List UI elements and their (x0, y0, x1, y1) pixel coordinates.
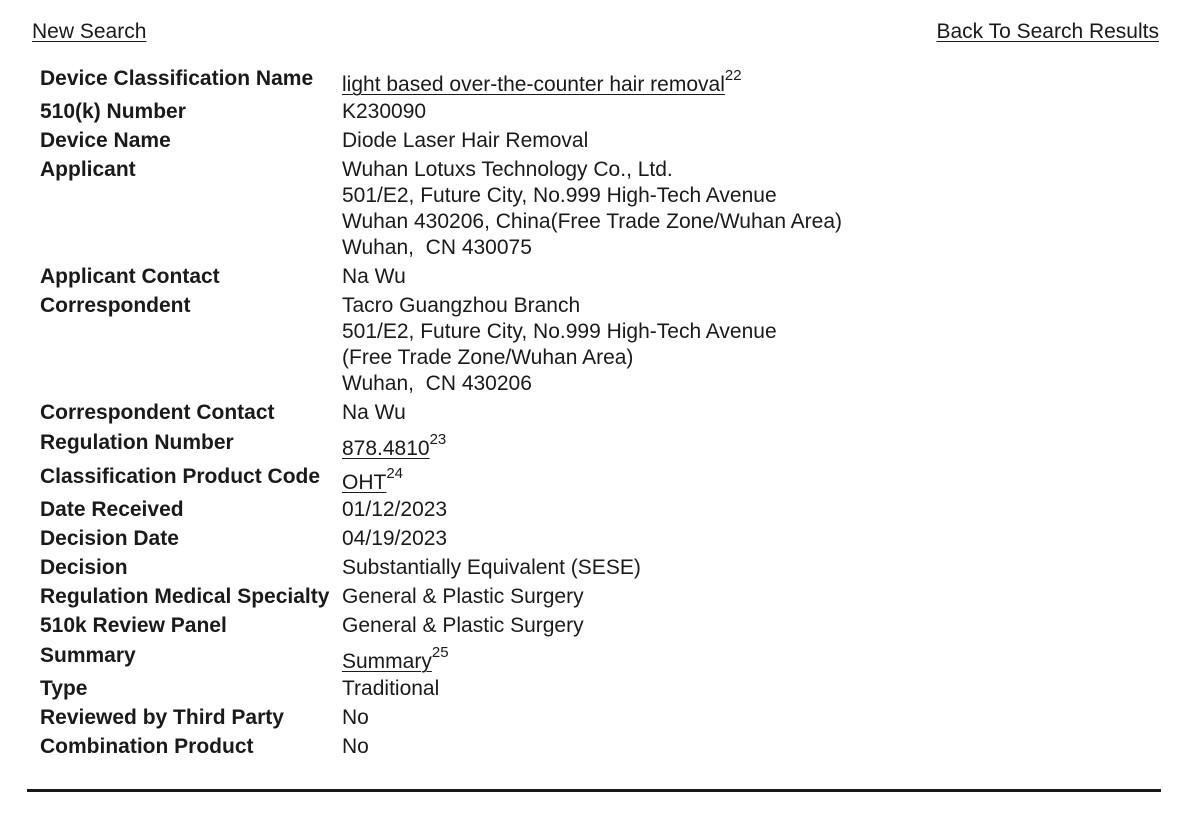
label-classification-product-code: Classification Product Code (40, 465, 321, 488)
row-type (36, 675, 842, 704)
reference-number: 24 (386, 465, 404, 482)
row-classification-product-code (36, 462, 842, 496)
reference-number: 23 (429, 431, 447, 448)
label-type: Type (40, 677, 88, 700)
summary-link[interactable]: Summary (342, 650, 432, 673)
label-device-name: Device Name (40, 129, 171, 152)
label-device-classification-name: Device Classification Name (40, 67, 314, 90)
applicant-line: 501/E2, Future City, No.999 High-Tech Avenue (342, 184, 777, 207)
row-decision-date (36, 525, 842, 554)
row-date-received (36, 496, 842, 525)
value-regulation-medical-specialty: General & Plastic Surgery (342, 585, 584, 608)
row-applicant-contact (36, 263, 842, 292)
label-correspondent-contact: Correspondent Contact (40, 401, 275, 424)
row-510k-number (36, 98, 842, 127)
value-combination-product: No (342, 735, 369, 758)
value-summary (341, 641, 842, 675)
device-classification-name-link[interactable]: light based over-the-counter hair removal (342, 73, 725, 96)
label-decision: Decision (40, 556, 128, 579)
row-combination-product (36, 733, 842, 762)
row-regulation-number (36, 428, 842, 462)
row-decision (36, 554, 842, 583)
value-applicant (341, 156, 842, 263)
reference-number: 25 (431, 644, 449, 661)
back-to-search-results-link[interactable]: Back To Search Results (936, 20, 1159, 43)
value-decision: Substantially Equivalent (SESE) (342, 556, 641, 579)
row-summary (36, 641, 842, 675)
label-correspondent: Correspondent (40, 294, 191, 317)
row-correspondent-contact (36, 399, 842, 428)
label-applicant: Applicant (40, 158, 136, 181)
new-search-link[interactable]: New Search (32, 20, 147, 43)
value-classification-product-code (341, 462, 842, 496)
product-code-link[interactable]: OHT (342, 471, 387, 494)
value-device-name: Diode Laser Hair Removal (342, 129, 589, 152)
label-combination-product: Combination Product (40, 735, 254, 758)
applicant-line: Wuhan 430206, China(Free Trade Zone/Wuhan Area) (342, 210, 843, 233)
reference-number: 22 (724, 67, 742, 84)
row-device-classification-name (36, 64, 842, 98)
label-applicant-contact: Applicant Contact (40, 265, 220, 288)
value-correspondent-contact: Na Wu (342, 401, 406, 424)
row-device-name (36, 127, 842, 156)
row-510k-review-panel (36, 612, 842, 641)
label-reviewed-by-third-party: Reviewed by Third Party (40, 706, 284, 729)
value-510k-review-panel: General & Plastic Surgery (342, 614, 584, 637)
row-reviewed-by-third-party (36, 704, 842, 733)
value-reviewed-by-third-party: No (342, 706, 369, 729)
applicant-line: Wuhan, CN 430075 (342, 236, 532, 259)
applicant-line: Wuhan Lotuxs Technology Co., Ltd. (342, 158, 673, 181)
label-regulation-medical-specialty: Regulation Medical Specialty (40, 585, 330, 608)
row-applicant (36, 156, 842, 263)
value-applicant-contact: Na Wu (342, 265, 406, 288)
label-510k-number: 510(k) Number (40, 100, 186, 123)
value-type: Traditional (342, 677, 440, 700)
correspondent-line: (Free Trade Zone/Wuhan Area) (342, 346, 634, 369)
row-correspondent (36, 292, 842, 399)
label-summary: Summary (40, 644, 136, 667)
correspondent-line: 501/E2, Future City, No.999 High-Tech Avenue (342, 320, 777, 343)
correspondent-line: Wuhan, CN 430206 (342, 372, 532, 395)
label-decision-date: Decision Date (40, 527, 179, 550)
row-regulation-medical-specialty (36, 583, 842, 612)
label-date-received: Date Received (40, 498, 184, 521)
value-regulation-number (341, 428, 842, 462)
bottom-divider (27, 789, 1161, 792)
correspondent-line: Tacro Guangzhou Branch (342, 294, 581, 317)
regulation-number-link[interactable]: 878.4810 (342, 437, 430, 460)
value-date-received: 01/12/2023 (342, 498, 448, 521)
label-regulation-number: Regulation Number (40, 431, 234, 454)
value-correspondent (341, 292, 842, 399)
value-device-classification-name (341, 64, 842, 98)
value-decision-date: 04/19/2023 (342, 527, 448, 550)
device-details-table (36, 64, 842, 762)
value-510k-number: K230090 (342, 100, 427, 123)
label-510k-review-panel: 510k Review Panel (40, 614, 227, 637)
